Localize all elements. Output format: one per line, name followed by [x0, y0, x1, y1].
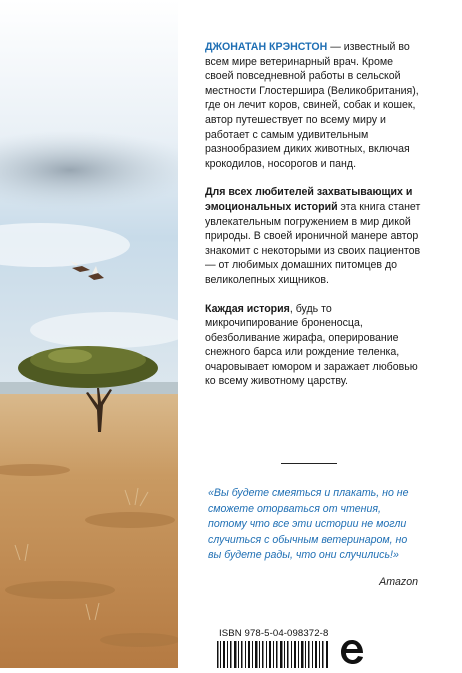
intro-paragraph: [205, 185, 423, 287]
intro-text: эта книга станет увлекательным погружением в мир дикой природы. В своей ироничной манере автор знакомит с некоторыми из своих пациентов — от любимых домашних питомцев до великолепных хищников.: [205, 200, 421, 286]
author-paragraph: [205, 40, 423, 171]
author-bio: — известный во всем мире ветеринарный врач. Кроме своей повседневной работы в сельской местности Глостершира (Великобритания), где он лечит коров, свиней, собак и кошек, автор путешествует по всему миру и работает с самым удивительным разнообразием диких животных, включая крокодилов, носорогов и панд.: [205, 41, 419, 170]
divider: [281, 463, 337, 464]
stories-bold: Каждая история: [205, 302, 290, 315]
intro-bold: Для всех любителей захватывающих и эмоциональных историй: [205, 186, 413, 213]
author-name: ДЖОНАТАН КРЭНСТОН: [205, 41, 328, 53]
isbn: ISBN 978-5-04-098372-8: [219, 628, 329, 639]
back-cover-text: [205, 40, 423, 403]
quote-source: Amazon: [379, 576, 418, 588]
cover-photo-savanna: [0, 0, 178, 668]
stories-paragraph: [205, 302, 423, 390]
publisher-logo-icon: [336, 636, 368, 668]
stories-text: , будь то микрочипирование броненосца, обезболивание жирафа, оперирование снежного барса или рождение теленка, очаровывает юмором и заражает любовью ко всему животному царству.: [205, 302, 418, 388]
review-quote: «Вы будете смеяться и плакать, но не сможете оторваться от чтения, потому что все эти истории не могли случиться с обычным ветеринаром, но вы будете рады, что они случились!»: [208, 487, 409, 562]
barcode: [217, 641, 329, 668]
